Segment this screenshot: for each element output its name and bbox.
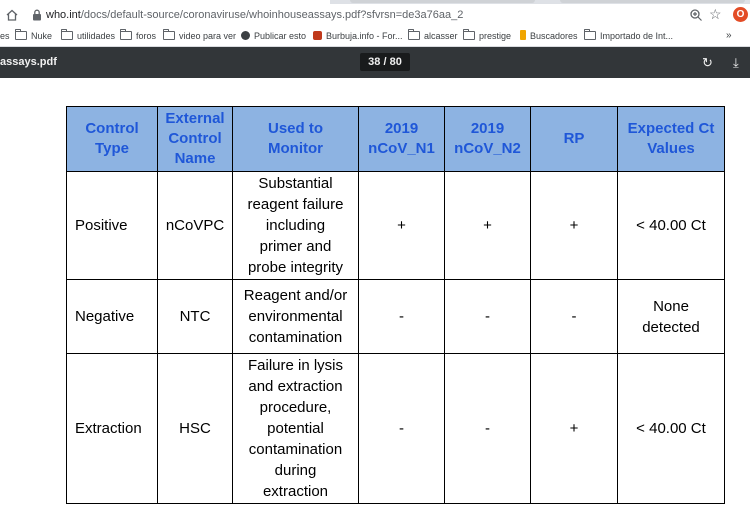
- download-icon[interactable]: ⤓: [733, 55, 739, 70]
- url-host: who.int: [46, 9, 81, 21]
- column-header: Control Type: [67, 107, 158, 172]
- bookmark-item[interactable]: [163, 30, 236, 42]
- folder-icon: [61, 31, 73, 40]
- bookmark-item[interactable]: [520, 30, 578, 42]
- bookmark-label: alcasser: [424, 31, 458, 41]
- pdf-page: [0, 78, 750, 510]
- expected-ct-cell: None detected: [618, 280, 725, 354]
- n2-cell: -: [445, 280, 531, 354]
- folder-icon: [15, 31, 27, 40]
- monitor-cell: Reagent and/or environmental contamination: [233, 280, 359, 354]
- control-type-cell: Positive: [67, 172, 158, 280]
- folder-icon: [463, 31, 475, 40]
- pdf-toolbar: [0, 47, 750, 78]
- bookmark-star-icon[interactable]: ☆: [709, 6, 722, 22]
- bookmark-item[interactable]: [15, 30, 52, 42]
- monitor-cell: Substantial reagent failure including primer and probe integrity: [233, 172, 359, 280]
- lock-icon[interactable]: [32, 9, 42, 21]
- bookmark-label: es: [0, 31, 10, 41]
- column-header: Expected Ct Values: [618, 107, 725, 172]
- n1-cell: -: [359, 354, 445, 504]
- bookmarks-overflow-button[interactable]: »: [726, 30, 732, 41]
- bookmark-label: video para ver: [179, 31, 237, 41]
- bookmark-label: Burbuja.info - For...: [326, 31, 403, 41]
- n1-cell: -: [359, 280, 445, 354]
- rp-cell: +: [531, 172, 618, 280]
- background-tab[interactable]: [560, 0, 745, 3]
- controls-table: [66, 106, 725, 504]
- publish-icon: [241, 31, 250, 40]
- pdf-title: assays.pdf: [0, 56, 57, 68]
- address-bar-row: [0, 4, 750, 26]
- bookmark-label: prestige: [479, 31, 512, 41]
- bookmark-item[interactable]: [120, 30, 156, 42]
- control-name-cell: NTC: [158, 280, 233, 354]
- clipped-text-line: [26, 78, 676, 85]
- bookmark-item[interactable]: [61, 30, 115, 42]
- bookmark-item[interactable]: [0, 30, 10, 42]
- table-header-row: [67, 107, 725, 172]
- folder-icon: [120, 31, 132, 40]
- table-row: [67, 354, 725, 504]
- monitor-cell: Failure in lysis and extraction procedure, potential contamination during extraction: [233, 354, 359, 504]
- n1-cell: +: [359, 172, 445, 280]
- search-engine-icon: [520, 30, 526, 40]
- background-tab[interactable]: [350, 0, 535, 3]
- bookmark-label: Nuke: [31, 31, 53, 41]
- bookmark-label: foros: [136, 31, 157, 41]
- zoom-icon[interactable]: [689, 8, 703, 22]
- bookmark-label: Importado de Int...: [600, 31, 674, 41]
- site-icon: [313, 31, 322, 40]
- column-header: Used to Monitor: [233, 107, 359, 172]
- folder-icon: [163, 31, 175, 40]
- bookmarks-bar: [0, 26, 750, 47]
- control-name-cell: nCoVPC: [158, 172, 233, 280]
- folder-icon: [408, 31, 420, 40]
- url-field[interactable]: [46, 7, 463, 23]
- bookmark-label: Publicar esto: [254, 31, 307, 41]
- column-header: 2019 nCoV_N2: [445, 107, 531, 172]
- bookmark-item[interactable]: [408, 30, 458, 42]
- expected-ct-cell: < 40.00 Ct: [618, 172, 725, 280]
- url-path: /docs/default-source/coronaviruse/whoinhouseassays.pdf?sfvrsn=de3a76aa_2: [80, 9, 464, 21]
- control-type-cell: Extraction: [67, 354, 158, 504]
- table-row: [67, 172, 725, 280]
- bookmark-item[interactable]: [241, 30, 306, 42]
- expected-ct-cell: < 40.00 Ct: [618, 354, 725, 504]
- rp-cell: +: [531, 354, 618, 504]
- column-header: External Control Name: [158, 107, 233, 172]
- column-header: 2019 nCoV_N1: [359, 107, 445, 172]
- rotate-icon[interactable]: ↻: [702, 55, 713, 70]
- bookmark-item[interactable]: [584, 30, 673, 42]
- bookmark-label: utilidades: [77, 31, 116, 41]
- page-indicator[interactable]: 38 / 80: [360, 53, 410, 71]
- extension-icon[interactable]: O: [733, 7, 748, 22]
- bookmark-label: Buscadores: [530, 31, 578, 41]
- rp-cell: -: [531, 280, 618, 354]
- column-header: RP: [531, 107, 618, 172]
- bookmark-item[interactable]: [463, 30, 511, 42]
- table-row: [67, 280, 725, 354]
- control-type-cell: Negative: [67, 280, 158, 354]
- bookmark-item[interactable]: [313, 30, 403, 42]
- n2-cell: -: [445, 354, 531, 504]
- control-name-cell: HSC: [158, 354, 233, 504]
- n2-cell: +: [445, 172, 531, 280]
- home-icon[interactable]: [4, 7, 20, 23]
- folder-icon: [584, 31, 596, 40]
